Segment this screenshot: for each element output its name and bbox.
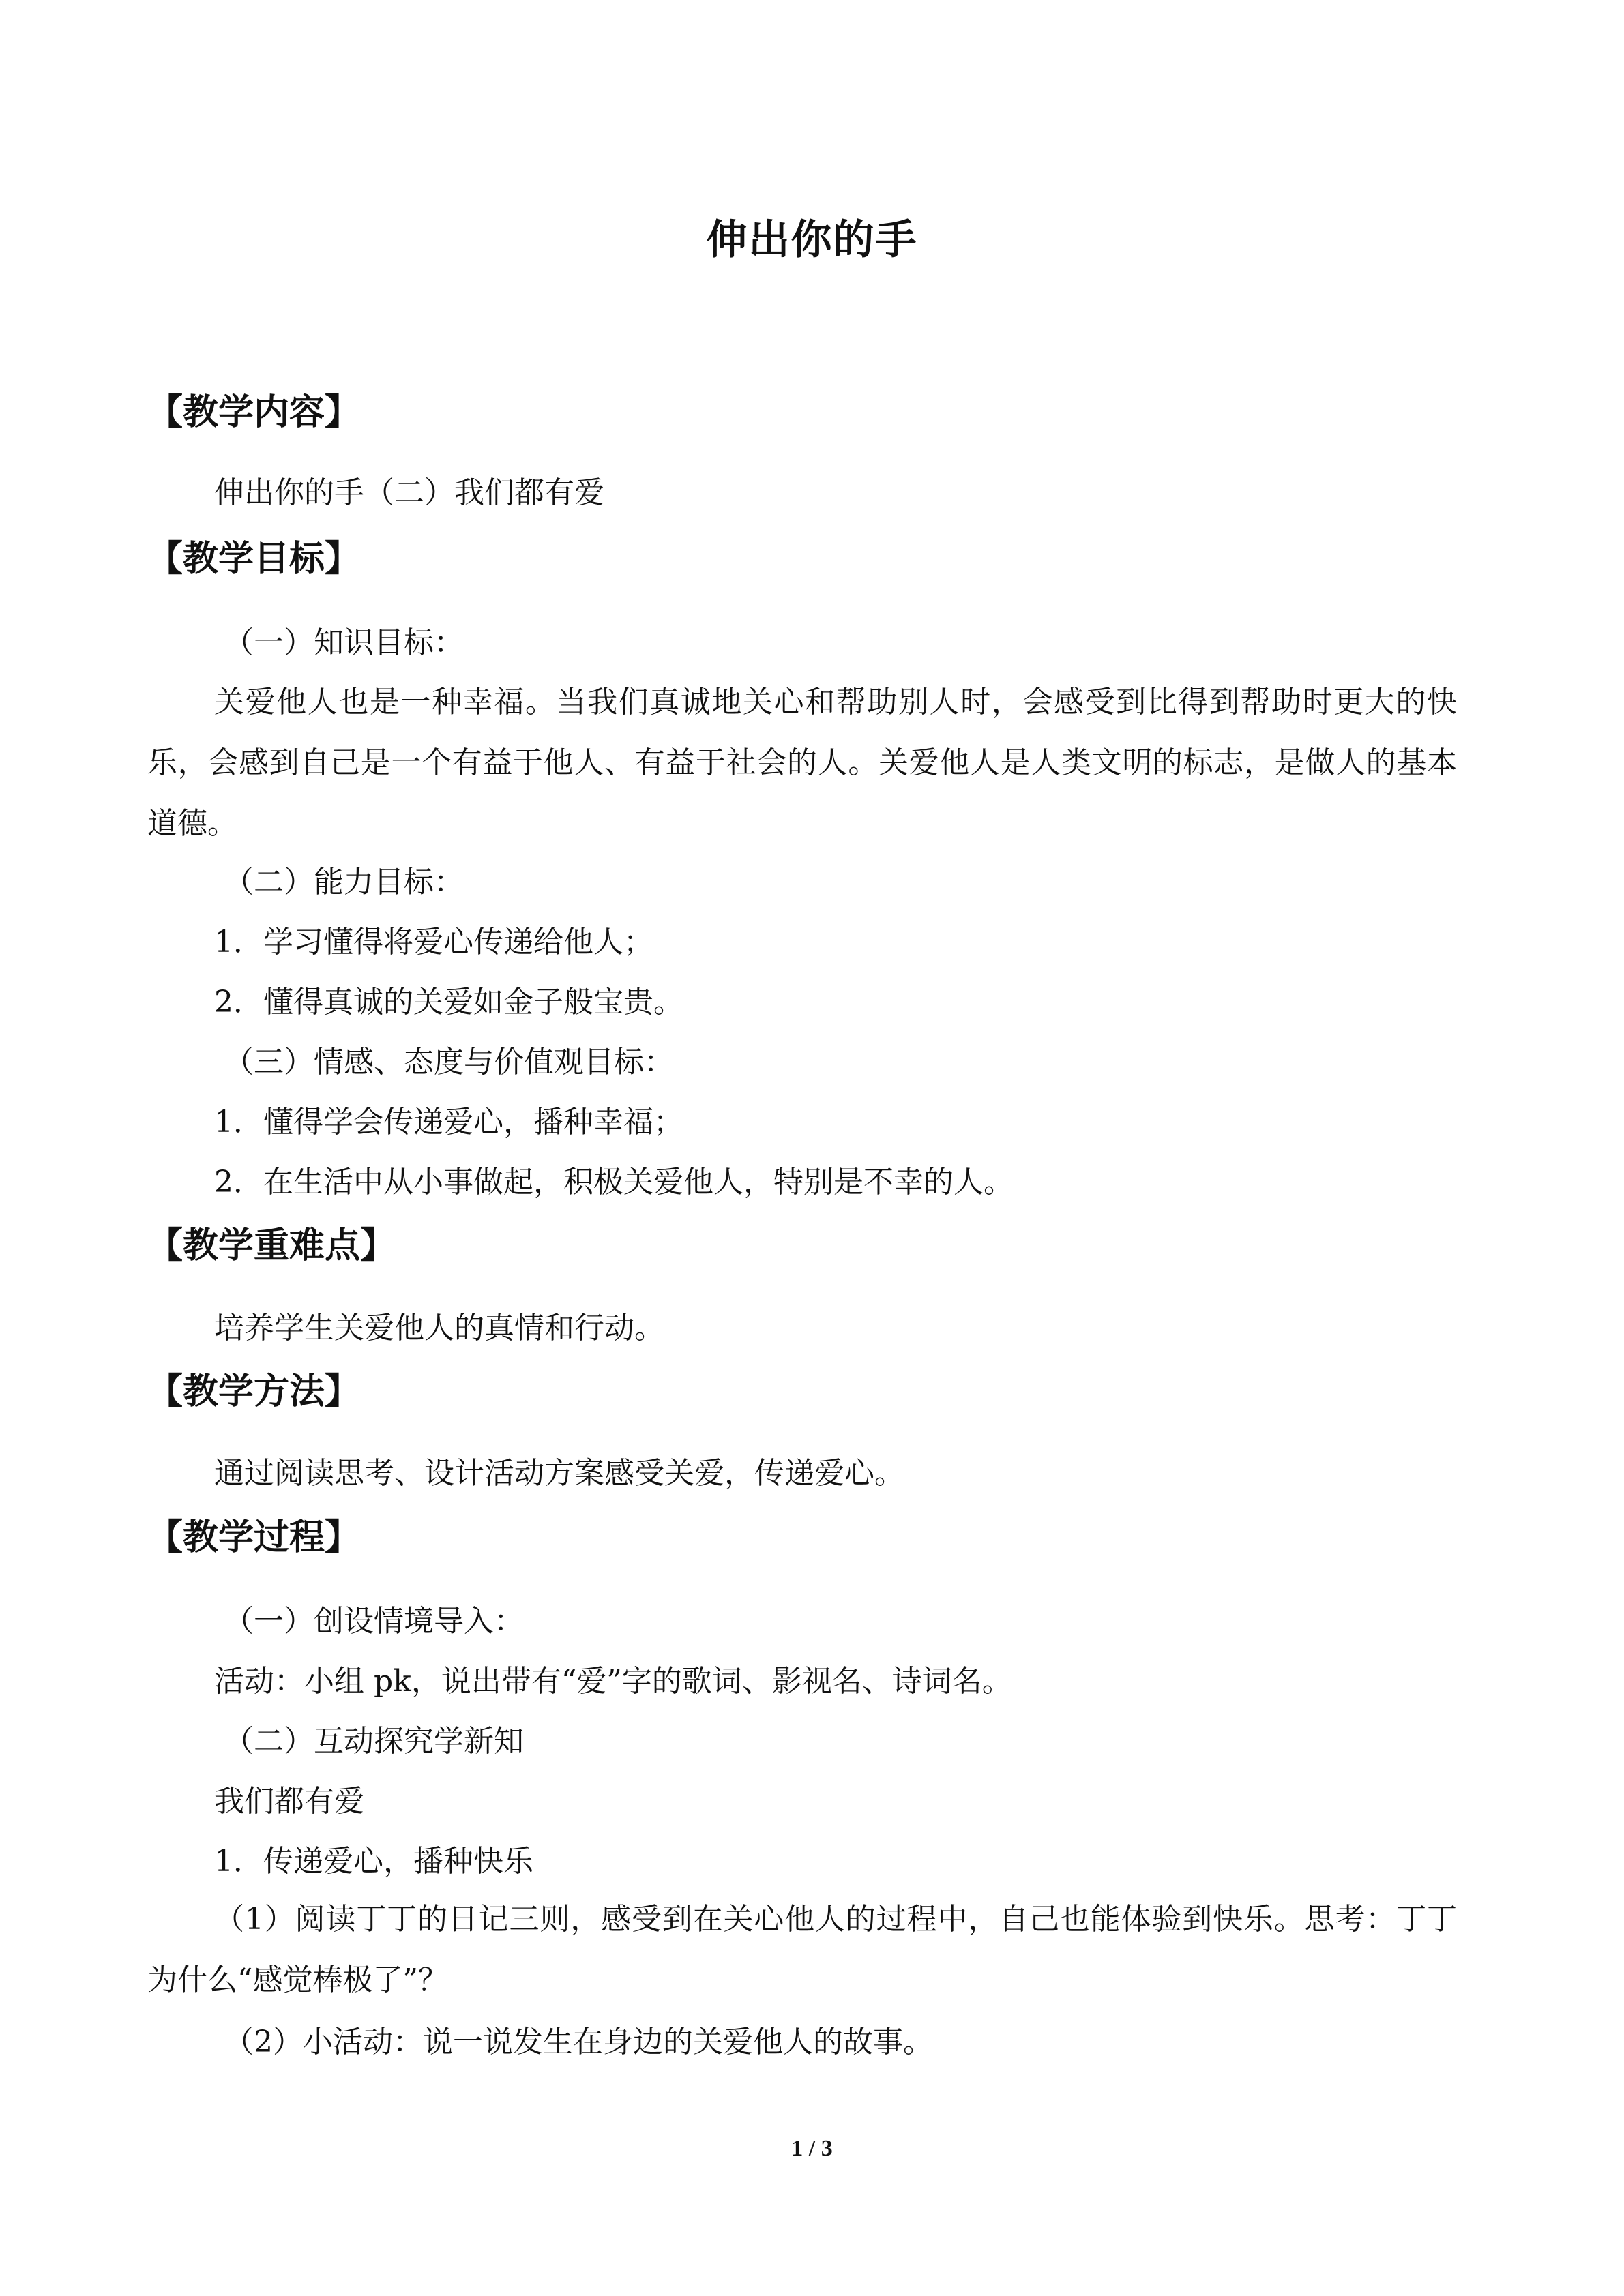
methods-text: 通过阅读思考、设计活动方案感受关爱，传递爱心。 — [214, 1456, 904, 1491]
process-item: （2）小活动：说一说发生在身边的关爱他人的故事。 — [224, 2025, 933, 2059]
process-topic: 我们都有爱 — [214, 1784, 364, 1819]
knowledge-goal-label: （一）知识目标： — [224, 625, 464, 660]
section-heading-methods: 【教学方法】 — [147, 1371, 361, 1412]
content-text: 伸出你的手（二）我们都有爱 — [214, 475, 604, 510]
section-heading-content: 【教学内容】 — [147, 392, 361, 433]
document-title: 伸出你的手 — [706, 216, 918, 264]
section-heading-goals: 【教学目标】 — [147, 539, 361, 580]
process-step-label: （一）创设情境导入： — [224, 1604, 524, 1639]
process-item: （1）阅读丁丁的日记三则，感受到在关心他人的过程中，自己也能体验到快乐。思考：丁丁为什么“感觉棒极了”？ — [147, 1902, 1457, 1997]
emotion-goal-item: 2．在生活中从小事做起，积极关爱他人，特别是不幸的人。 — [214, 1165, 1014, 1199]
page-number: 1 / 3 — [791, 2136, 833, 2161]
ability-goal-item: 2．懂得真诚的关爱如金子般宝贵。 — [214, 985, 683, 1019]
key-points-text: 培养学生关爱他人的真情和行动。 — [214, 1311, 664, 1345]
emotion-goal-label: （三）情感、态度与价值观目标： — [224, 1045, 674, 1079]
process-step-label: （二）互动探究学新知 — [224, 1724, 524, 1759]
knowledge-goal-text: 关爱他人也是一种幸福。当我们真诚地关心和帮助别人时，会感受到比得到帮助时更大的快乐，会感到自己是一个有益于他人、有益于社会的人。关爱他人是人类文明的标志，是做人的基本道德。 — [147, 685, 1457, 841]
process-activity: 活动：小组 pk，说出带有“爱”字的歌词、影视名、诗词名。 — [214, 1664, 1012, 1699]
process-subtopic: 1．传递爱心，播种快乐 — [214, 1844, 533, 1879]
section-heading-process: 【教学过程】 — [147, 1517, 361, 1558]
ability-goal-item: 1．学习懂得将爱心传递给他人； — [214, 925, 653, 959]
ability-goal-label: （二）能力目标： — [224, 865, 464, 899]
emotion-goal-item: 1．懂得学会传递爱心，播种幸福； — [214, 1105, 683, 1139]
section-heading-key-points: 【教学重难点】 — [147, 1225, 396, 1266]
